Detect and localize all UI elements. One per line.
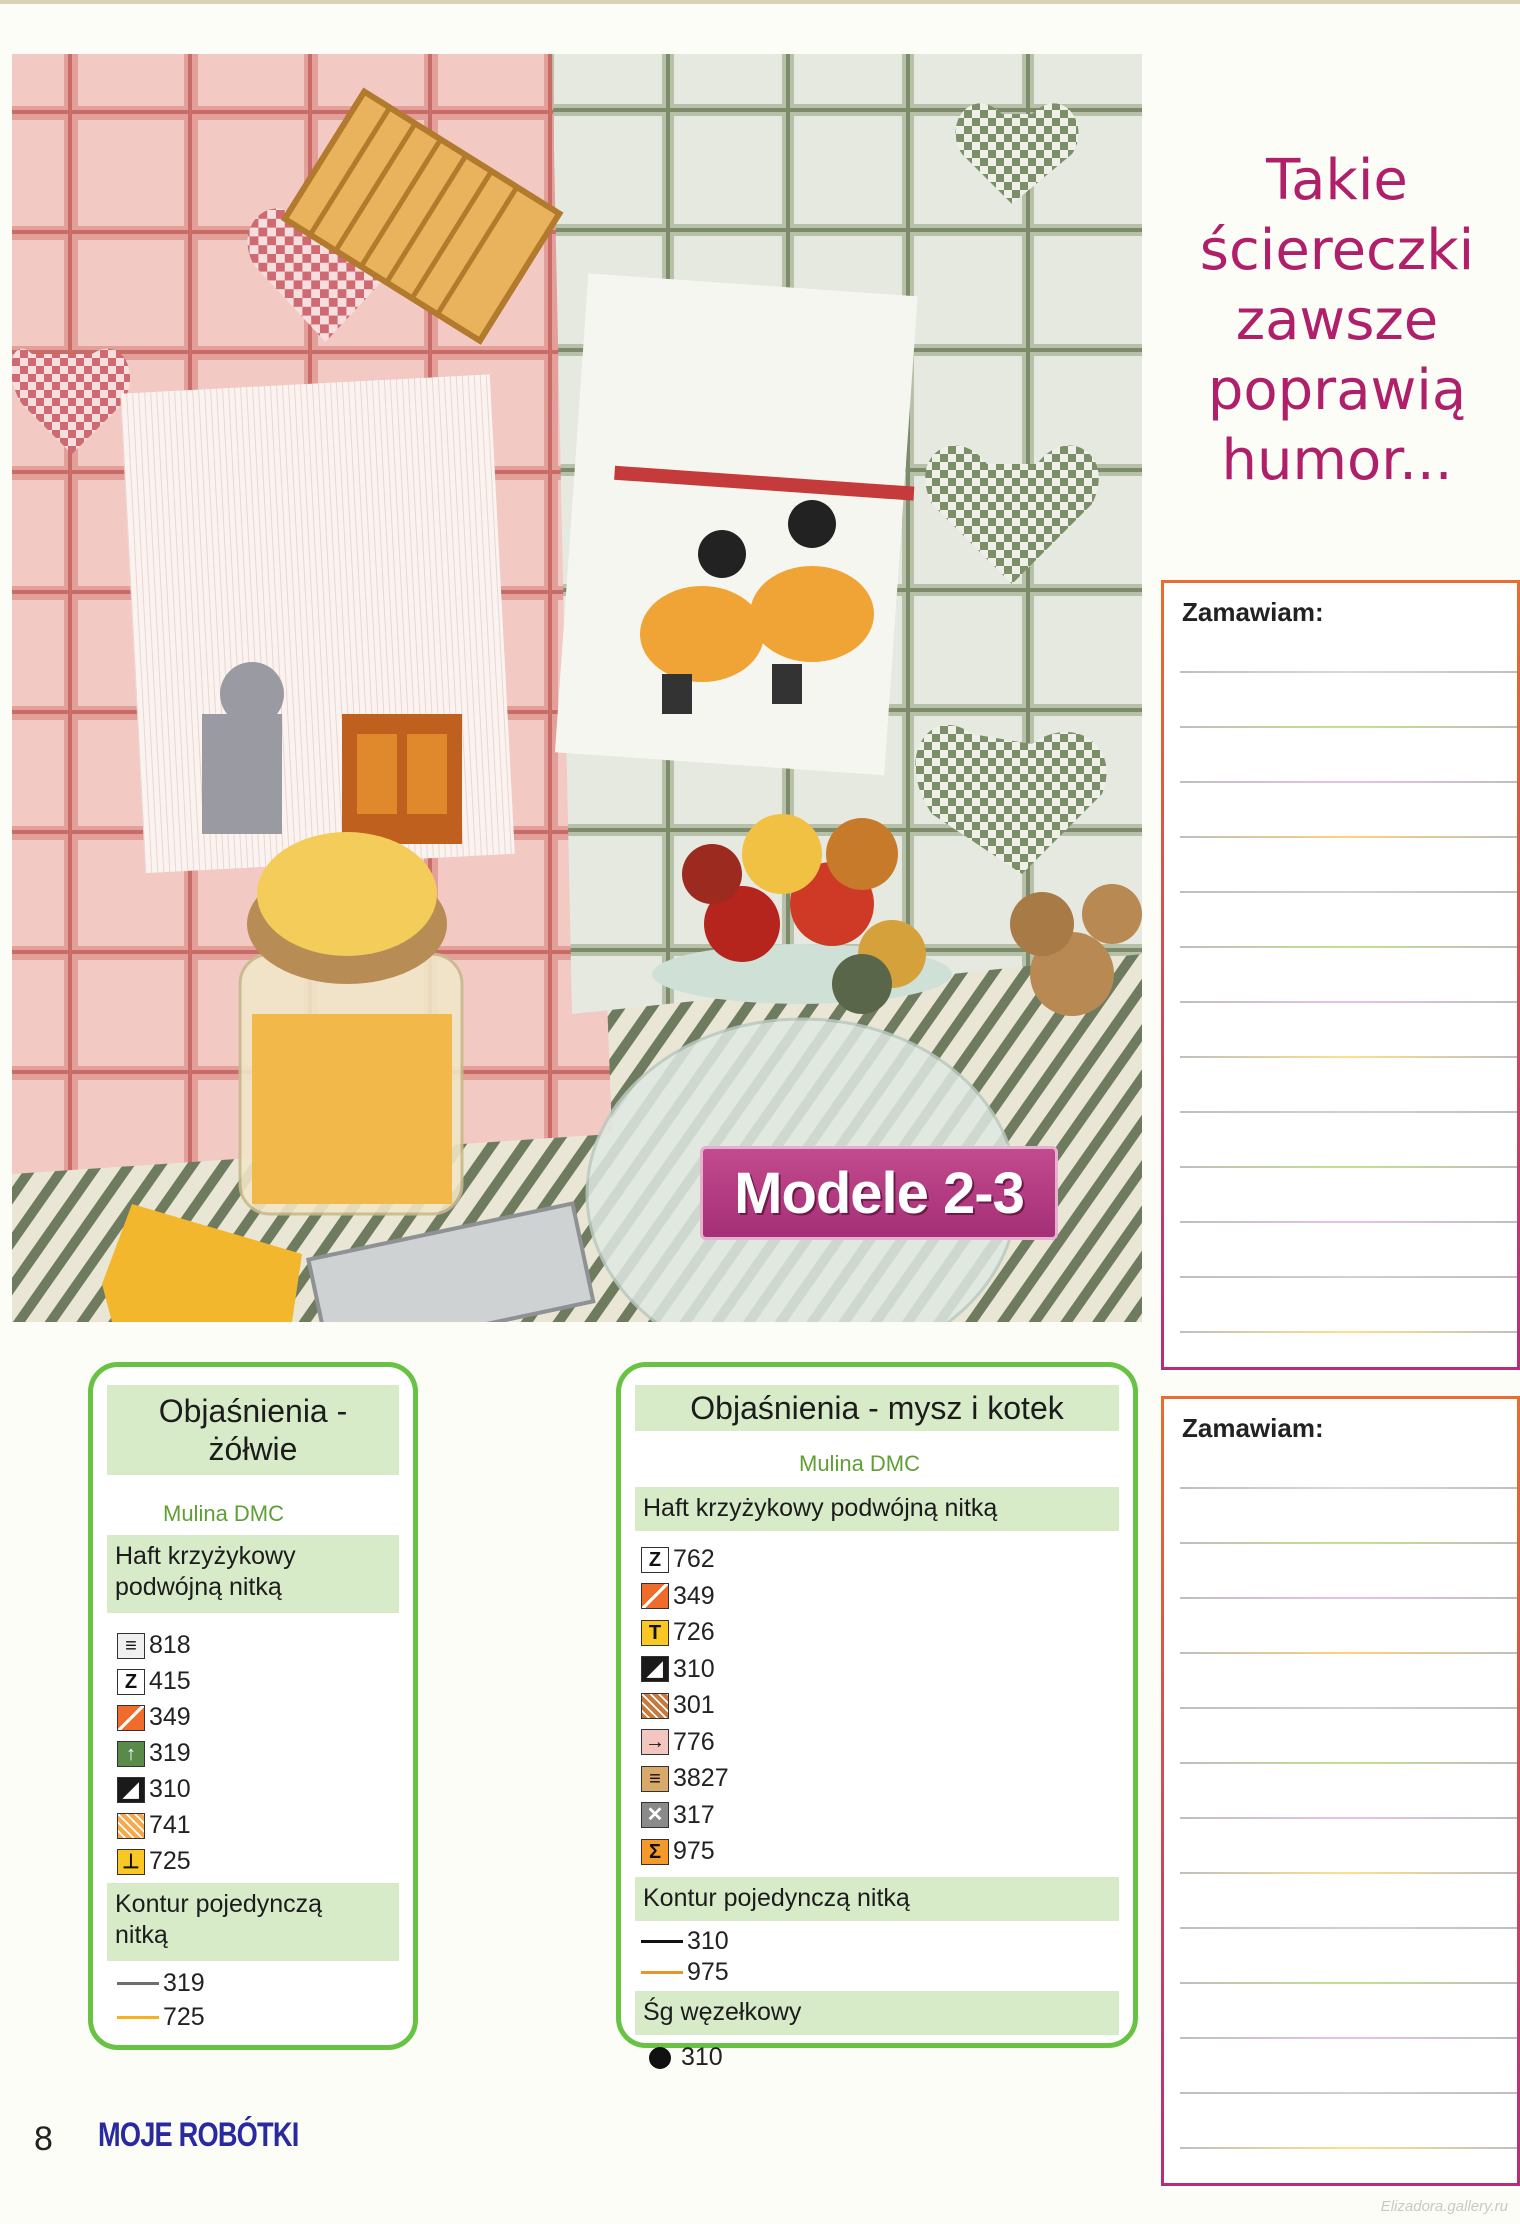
order-line[interactable] [1180,781,1517,783]
z-letter-icon: Z [117,1669,145,1695]
order-line[interactable] [1180,1652,1517,1654]
headline-line: humor... [1221,428,1453,493]
outline-swatch [117,2016,159,2019]
page-number: 8 [34,2120,53,2158]
hatched-square-icon [641,1693,669,1719]
t-bar-icon: ⊥ [117,1849,145,1875]
order-line[interactable] [1180,946,1517,948]
symbol-row [641,1655,715,1684]
outline-section [107,1883,399,1961]
legend-title [107,1385,399,1475]
legend-title-line: żółwie [208,1431,298,1467]
knot-dot-icon [649,2047,671,2069]
order-line[interactable] [1180,1597,1517,1599]
thread-brand: Mulina DMC [799,1451,921,1476]
order-line[interactable] [1180,1276,1517,1278]
diagonal-stripe-icon [117,1705,145,1731]
order-form-title: Zamawiam: [1182,597,1324,627]
thread-code: 415 [149,1667,191,1695]
section-line: Haft krzyżykowy [115,1542,296,1570]
order-line[interactable] [1180,1817,1517,1819]
order-form-title: Zamawiam: [1182,1413,1324,1443]
order-line[interactable] [1180,1166,1517,1168]
outline-row [641,1927,729,1956]
thread-code: 725 [149,1847,191,1875]
outline-section: Kontur pojedynczą nitką [635,1877,1119,1921]
headline-line: poprawią [1207,358,1467,423]
legend-title-line: Objaśnienia - [158,1393,348,1429]
thread-code: 975 [673,1837,715,1865]
thread-code: 319 [149,1739,191,1767]
right-arrow-icon: → [641,1729,669,1755]
symbol-row [117,1739,191,1768]
thread-code: 310 [681,2043,723,2071]
product-photo [12,54,1142,1322]
order-line[interactable] [1180,1111,1517,1113]
headline-line: Takie [1266,148,1408,213]
order-line[interactable] [1180,1331,1517,1333]
section-line: podwójną nitką [115,1573,282,1601]
order-line[interactable] [1180,836,1517,838]
order-line[interactable] [1180,1707,1517,1709]
thread-code: 818 [149,1631,191,1659]
symbol-row [117,1703,191,1732]
symbol-row [641,1582,715,1611]
legend-mouse-cat [616,1362,1138,2071]
order-line[interactable] [1180,726,1517,728]
french-knot-section: Śg węzełkowy [635,1991,1119,2035]
headline [1160,146,1514,496]
symbol-row [641,1691,715,1720]
symbol-row [117,1811,191,1840]
z-letter-icon: Z [641,1547,669,1573]
sigma-icon: Σ [641,1839,669,1865]
thread-code: 319 [163,1969,205,1997]
horizontal-lines-icon: ≡ [117,1633,145,1659]
symbol-row [641,1618,715,1647]
outline-row [641,1958,729,1987]
symbol-row [641,1545,715,1574]
order-line[interactable] [1180,671,1517,673]
outline-swatch [117,1982,159,1985]
horizontal-lines-icon: ≡ [641,1766,669,1792]
top-rule [0,0,1520,4]
order-line[interactable] [1180,1001,1517,1003]
thread-code: 310 [687,1927,729,1955]
watermark: Elizadora.gallery.ru [1380,2198,1508,2215]
legend-title: Objaśnienia - mysz i kotek [635,1385,1119,1431]
order-line[interactable] [1180,1221,1517,1223]
order-form[interactable] [1161,580,1520,1370]
thread-code: 741 [149,1811,191,1839]
symbol-row [117,1847,191,1876]
thread-code: 725 [163,2003,205,2031]
symbol-row [641,1764,729,1793]
magazine-name: MOJE ROBÓTKI [98,2116,299,2154]
symbol-row [117,1775,191,1804]
thread-code: 317 [673,1800,715,1829]
knot-row [641,2043,723,2072]
symbol-row [117,1667,191,1696]
thread-code: 349 [149,1703,191,1731]
corner-mark-icon: ◢ [117,1777,145,1803]
symbol-row [641,1728,715,1757]
section-line: Kontur pojedynczą [115,1890,323,1918]
outline-row [117,2003,205,2032]
thread-code: 726 [673,1618,715,1646]
order-line[interactable] [1180,891,1517,893]
headline-line: ściereczki [1199,218,1475,283]
thread-code: 762 [673,1545,715,1573]
outline-swatch [641,1971,683,1974]
order-line[interactable] [1180,1927,1517,1929]
thread-code: 975 [687,1958,729,1986]
order-form[interactable] [1161,1396,1520,2186]
models-badge: Modele 2-3 [700,1146,1058,1240]
cross-stitch-section [107,1535,399,1613]
outline-row [117,1969,205,1998]
order-line[interactable] [1180,1487,1517,1489]
thread-code: 301 [673,1691,715,1719]
thread-code: 3827 [673,1764,729,1792]
photo-illustration [12,54,1142,1322]
order-line[interactable] [1180,1762,1517,1764]
x-mark-icon: ✕ [641,1802,669,1828]
hatched-square-icon [117,1813,145,1839]
order-line[interactable] [1180,1056,1517,1058]
thread-brand: Mulina DMC [163,1501,285,1526]
order-line[interactable] [1180,2147,1517,2149]
slash-mark-icon: ◢ [641,1656,669,1682]
order-line[interactable] [1180,1982,1517,1984]
t-letter-icon: T [641,1620,669,1646]
order-line[interactable] [1180,1872,1517,1874]
legend-turtles [88,1362,418,2050]
order-line[interactable] [1180,1542,1517,1544]
thread-code: 776 [673,1727,715,1756]
symbol-row [641,1837,715,1866]
order-line[interactable] [1180,2037,1517,2039]
order-line[interactable] [1180,2092,1517,2094]
up-arrow-icon: ↑ [117,1741,145,1767]
symbol-row [641,1801,715,1830]
thread-code: 310 [673,1654,715,1683]
symbol-row [117,1631,191,1660]
thread-code: 310 [149,1775,191,1803]
thread-code: 349 [673,1581,715,1610]
section-line: nitką [115,1921,168,1949]
cross-stitch-section: Haft krzyżykowy podwójną nitką [635,1487,1119,1531]
outline-swatch [641,1940,683,1943]
headline-line: zawsze [1235,288,1439,353]
diagonal-stripe-icon [641,1583,669,1609]
